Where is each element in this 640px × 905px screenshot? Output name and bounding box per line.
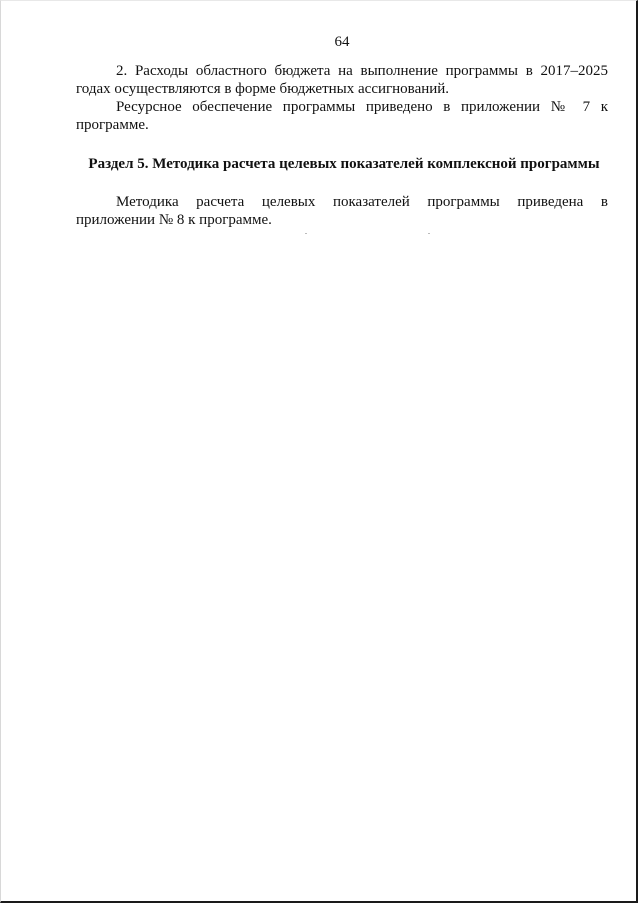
paragraph-line: приложении № 8 к программе. xyxy=(76,212,272,228)
page-number: 64 xyxy=(334,34,350,50)
paragraph-line: программе. xyxy=(76,117,149,133)
paragraph-line: Ресурсное обеспечение программы приведено в приложении № 7 к xyxy=(116,99,608,115)
scan-speck xyxy=(305,233,307,234)
paragraph-resource-support xyxy=(76,98,608,134)
section-heading: Раздел 5. Методика расчета целевых показателей комплексной программы xyxy=(88,156,600,172)
paragraph-budget-expenses xyxy=(76,62,608,98)
paragraph-line: Методика расчета целевых показателей программы приведена в xyxy=(116,194,608,210)
scan-speck xyxy=(428,233,430,234)
document-body xyxy=(76,62,608,229)
paragraph-methodology xyxy=(76,193,608,229)
paragraph-line: 2. Расходы областного бюджета на выполнение программы в 2017–2025 xyxy=(116,63,608,79)
paragraph-line: годах осуществляются в форме бюджетных ассигнований. xyxy=(76,81,450,97)
